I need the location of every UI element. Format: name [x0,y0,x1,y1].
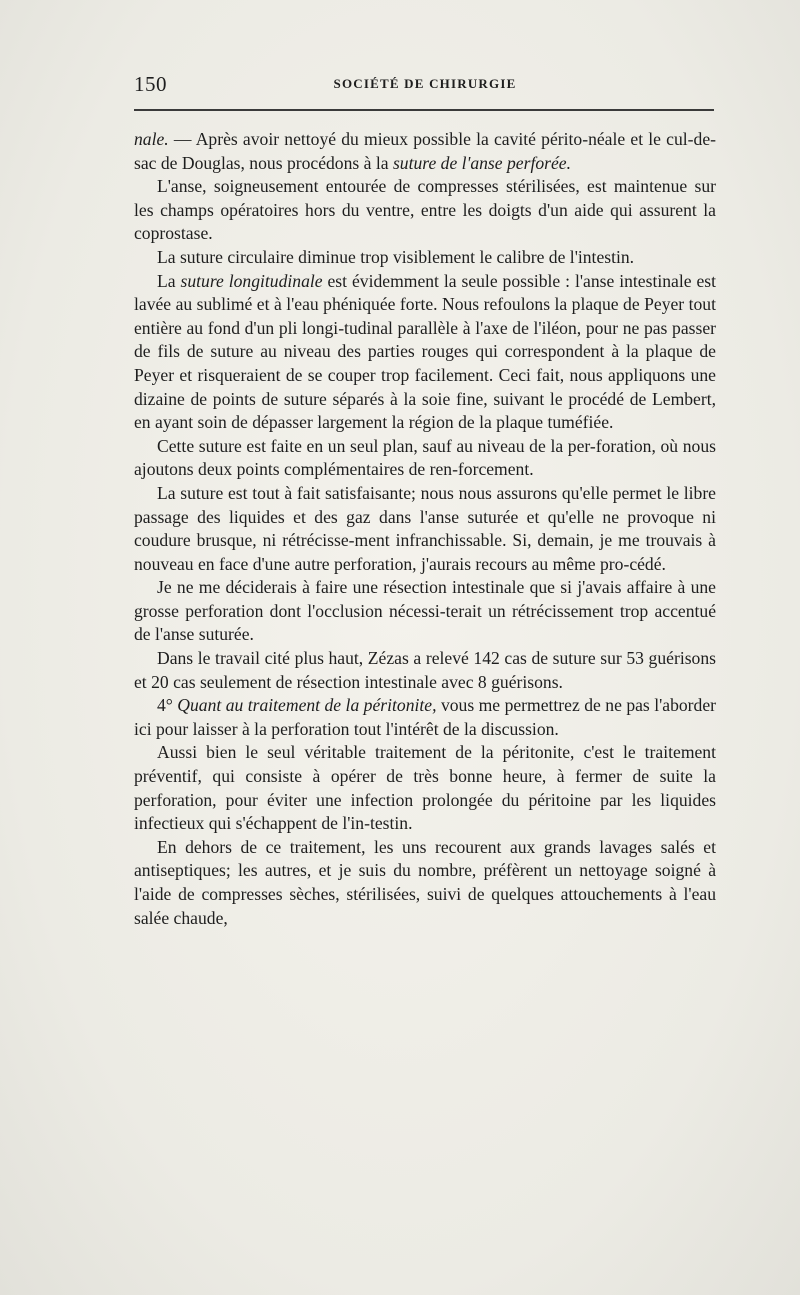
text-run: nale. [134,129,169,149]
text-run: Aussi bien le seul véritable traitement de la péritonite, c'est le traitement préventif, qui consiste à opérer de très bonne heure, à fermer de suite la perforation, pour éviter une infection prolongée du péritoine par les liquides infectieux qui s'échappent de l'in-testin. [134,742,716,834]
paragraph [134,246,716,270]
text-run: suture longitudinale [180,270,323,291]
text-run: La suture circulaire diminue trop visiblement le calibre de l'intestin. [157,246,635,267]
paragraph [134,836,716,930]
text-run: La [157,270,181,291]
body-text [134,128,716,930]
text-run: — Après avoir nettoyé du mieux possible la cavité périto-néale et le cul-de-sac de Douglas, nous procédons à la [134,129,716,173]
page-header [134,72,716,100]
text-run: Cette suture est faite en un seul plan, sauf au niveau de la per-foration, où nous ajoutons deux points complémentaires de ren-forcement. [134,435,716,480]
paragraph [134,647,716,694]
paragraph [134,175,716,246]
paragraph [134,128,716,175]
text-run: En dehors de ce traitement, les uns recourent aux grands lavages salés et antiseptiques; les autres, et je suis du nombre, préfèrent un nettoyage soigné à l'aide de compresses sèches, stérilisées, suivi de quelques attouchements à l'eau salée chaude, [134,836,716,928]
text-run: Quant au traitement de la péritonite, [177,695,437,716]
header-rule [134,109,714,111]
paragraph [134,435,716,482]
page-number: 150 [134,72,167,96]
text-run: 4° [157,695,178,716]
paragraph [134,576,716,647]
paragraph [134,482,716,576]
running-title: SOCIÉTÉ DE CHIRURGIE [333,76,517,91]
text-run: Je ne me déciderais à faire une résection intestinale que si j'avais affaire à une grosse perforation dont l'occlusion nécessi-terait un rétrécissement trop accentué de l'anse suturée. [134,577,716,645]
paragraph [134,270,716,435]
text-run: vous me permettrez de ne pas l'aborder ici pour laisser à la perforation tout l'intérêt de la discussion. [134,695,717,739]
text-run: Dans le travail cité plus haut, Zézas a relevé 142 cas de suture sur 53 guérisons et 20 cas seulement de résection intestinale avec 8 guérisons. [134,648,716,692]
text-run: La suture est tout à fait satisfaisante; nous nous assurons qu'elle permet le libre passage des liquides et des gaz dans l'anse suturée et qu'elle ne provoque ni coudure brusque, ni rétrécisse-ment infranchissable. Si, demain, je me trouvais à nouveau en face d'une autre perforation, j'aurais recours au même pro-cédé. [134,482,716,574]
paragraph [134,694,716,741]
text-run: est évidemment la seule possible : l'anse intestinale est lavée au sublimé et à l'eau phéniquée forte. Nous refoulons la plaque de Peyer tout entière au fond d'un pli longi-tudinal parallèle à l'axe de l'iléon, pour ne pas passer de fils de suture au niveau des parties rouges qui correspondent à la plaque de Peyer et risqueraient de se couper trop facilement. Ceci fait, nous appliquons une dizaine de points de suture séparés à la soie fine, suivant le procédé de Lembert, en ayant soin de dépasser largement la région de la plaque tuméfiée. [134,270,716,433]
text-run: L'anse, soigneusement entourée de compresses stérilisées, est maintenue sur les champs opératoires hors du ventre, entre les doigts d'un aide qui assurent la coprostase. [134,176,716,244]
paragraph [134,741,716,835]
text-run: suture de l'anse perforée. [392,152,571,173]
